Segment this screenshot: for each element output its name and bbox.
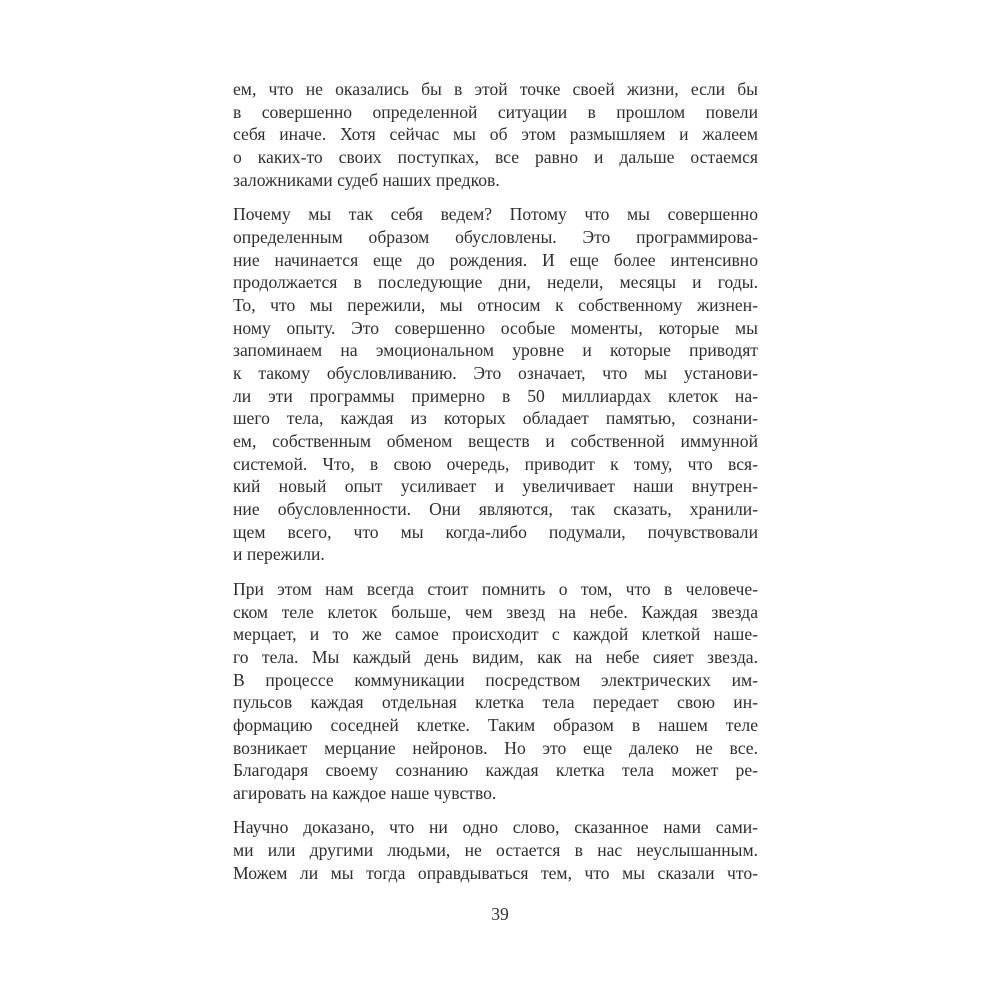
text-line: в совершенно определенной ситуации в прошлом повели [233, 101, 758, 122]
text-line: ми или другими людьми, не остается в нас неуслышанным. [233, 840, 758, 861]
body-text [233, 78, 758, 896]
text-line: То, что мы пережили, мы относим к собственному жизнен- [233, 294, 758, 315]
paragraph [233, 203, 758, 566]
text-line: заложниками судеб наших предков. [233, 169, 500, 190]
text-line: Научно доказано, что ни одно слово, сказанное нами сами- [233, 817, 758, 838]
text-line: о каких-то своих поступках, все равно и дальше остаемся [233, 147, 758, 168]
text-line: ние начинается еще до рождения. И еще более интенсивно [233, 249, 758, 270]
text-line: агировать на каждое наше чувство. [233, 783, 497, 803]
text-line: мерцает, и то же самое происходит с каждой клеткой наше- [233, 624, 758, 645]
text-line: определенным образом обусловлены. Это программирова- [233, 226, 758, 247]
text-line: Благодаря своему сознанию каждая клетка тела может ре- [233, 760, 758, 781]
paragraph [233, 816, 758, 884]
text-line: кий новый опыт усиливает и увеличивает наши внутрен- [233, 476, 758, 497]
text-line: пульсов каждая отдельная клетка тела передает свою ин- [233, 692, 758, 713]
text-line: продолжается в последующие дни, недели, месяцы и годы. [233, 272, 758, 293]
page-number: 39 [491, 904, 509, 924]
text-line: ем, собственным обменом веществ и собственной иммунной [233, 431, 758, 451]
text-line: Почему мы так себя ведем? Потому что мы совершенно [233, 204, 758, 225]
text-line: ние обусловленности. Они являются, так сказать, хранили- [233, 499, 758, 520]
text-line: шего тела, каждая из которых обладает памятью, сознани- [233, 408, 758, 429]
text-line: возникает мерцание нейронов. Но это еще далеко не все. [233, 737, 758, 758]
text-line: системой. Что, в свою очередь, приводит к тому, что вся- [233, 453, 758, 474]
text-line: ском теле клеток больше, чем звезд на небе. Каждая звезда [233, 601, 758, 622]
text-line: щем всего, что мы когда-либо подумали, почувствовали [233, 521, 758, 542]
text-line: к такому обусловливанию. Это означает, что мы установи- [233, 362, 758, 383]
text-line: формацию соседней клетке. Таким образом в нашем теле [233, 714, 758, 735]
text-line: Можем ли мы тогда оправдываться тем, что мы сказали что- [233, 862, 758, 883]
text-line: В процессе коммуникации посредством электрических им- [233, 669, 758, 690]
text-line: и пережили. [233, 544, 325, 565]
paragraph [233, 78, 758, 191]
text-line: запоминаем на эмоциональном уровне и которые приводят [233, 340, 758, 361]
text-line: го тела. Мы каждый день видим, как на небе сияет звезда. [233, 646, 758, 667]
text-line: При этом нам всегда стоит помнить о том, что в человече- [233, 578, 758, 599]
text-line: ному опыту. Это совершенно особые моменты, которые мы [233, 317, 758, 338]
paragraph [233, 578, 758, 805]
text-line: ем, что не оказались бы в этой точке своей жизни, если бы [233, 79, 758, 99]
text-line: себя иначе. Хотя сейчас мы об этом размышляем и жалеем [233, 124, 758, 145]
text-line: ли эти программы примерно в 50 миллиардах клеток на- [233, 385, 758, 406]
